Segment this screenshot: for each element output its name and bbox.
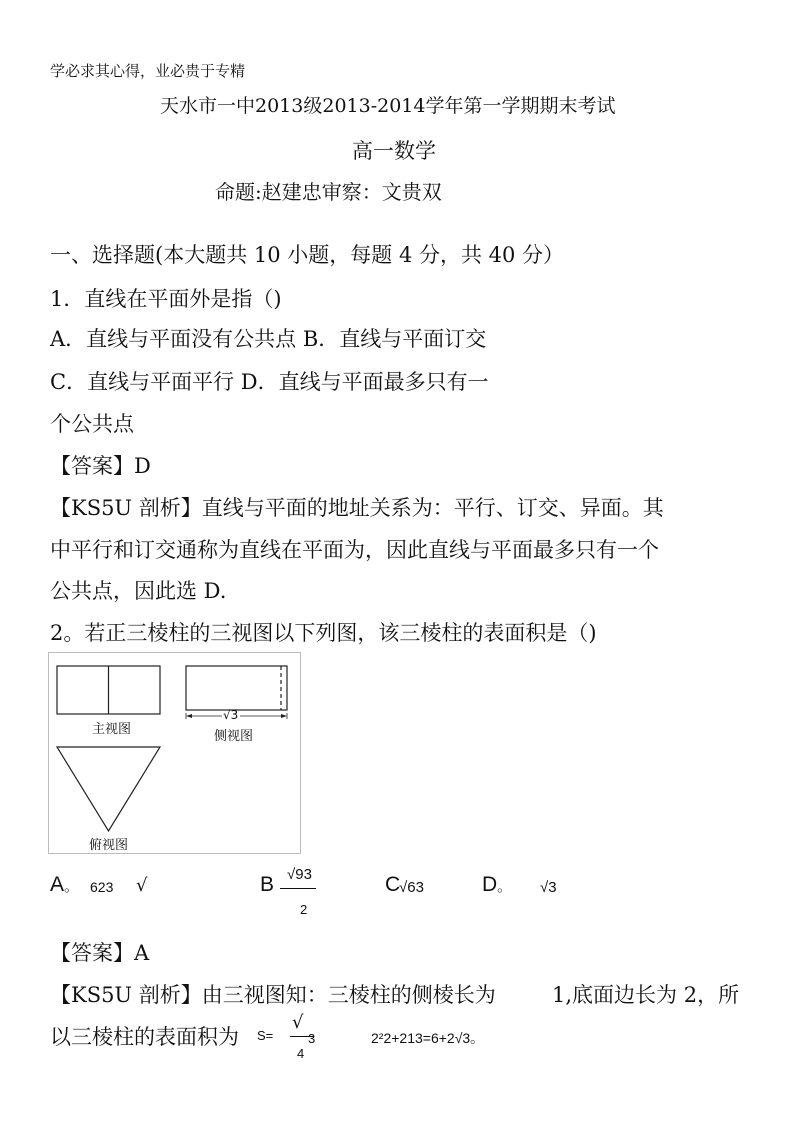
formula-tail: 2²2+213=6+2√3。 xyxy=(371,1030,485,1046)
q1-analysis-2: 中平行和订交通称为直线在平面为，因此直线与平面最多只有一个 xyxy=(50,538,659,562)
side-view-label: 侧视图 xyxy=(214,729,254,744)
option-b-fraction-bar xyxy=(280,888,316,889)
dimension-label: √3 xyxy=(223,708,239,722)
q1-options-cd-cont: 个公共点 xyxy=(50,412,134,436)
q1-answer: 【答案】D xyxy=(50,454,151,478)
motto: 学必求其心得，业必贵于专精 xyxy=(50,62,246,80)
formula-s: S= xyxy=(257,1028,274,1043)
authors-line: 命题:赵建忠审察：文贵双 xyxy=(215,180,442,204)
q2-option-d xyxy=(482,873,512,897)
section-heading: 一、选择题(本大题共 10 小题，每题 4 分，共 40 分） xyxy=(50,243,565,267)
three-view-drawing xyxy=(49,653,300,853)
dim-arrow-left xyxy=(186,714,192,718)
q2-option-b-letter: B xyxy=(260,873,275,896)
option-d-letter: D xyxy=(482,873,498,896)
option-d-sep: 。 xyxy=(497,878,513,895)
front-view-label: 主视图 xyxy=(92,722,132,737)
subject-title: 高一数学 xyxy=(352,139,436,163)
option-b-denominator: 2 xyxy=(300,902,308,917)
q2-analysis-1b: 1,底面边长为 2，所 xyxy=(552,983,740,1007)
exam-title: 天水市一中2013级2013-2014学年第一学期期末考试 xyxy=(160,95,616,117)
q2-analysis-2: 以三棱柱的表面积为 xyxy=(50,1025,239,1049)
option-d-value: √3 xyxy=(540,879,557,896)
q1-options-cd: C．直线与平面平行 D．直线与平面最多只有一 xyxy=(50,370,489,394)
q2-stem: 2。若正三棱柱的三视图以下列图，该三棱柱的表面积是（) xyxy=(50,621,597,645)
option-a-sep: 。 xyxy=(64,878,80,895)
dim-arrow-right xyxy=(281,714,287,718)
formula-numerator-digit: 3 xyxy=(308,1031,316,1046)
option-a-value: 623 xyxy=(90,879,114,895)
q2-option-c-letter: C xyxy=(385,873,401,896)
formula-numerator-root: √ xyxy=(292,1012,304,1033)
option-b-numerator: √93 xyxy=(287,866,312,883)
option-c-value: √63 xyxy=(399,879,424,896)
option-a-root: √ xyxy=(136,875,148,896)
top-view-label: 俯视图 xyxy=(89,838,129,853)
side-view-rect xyxy=(186,666,287,710)
q2-option-a xyxy=(50,873,79,897)
formula-denominator: 4 xyxy=(297,1046,305,1061)
q1-analysis-3: 公共点，因此选 D. xyxy=(50,579,227,603)
formula-fraction-bar xyxy=(290,1036,314,1037)
q2-answer: 【答案】A xyxy=(50,941,150,965)
q2-analysis-1: 【KS5U 剖析】由三视图知：三棱柱的侧棱长为 xyxy=(50,983,496,1007)
three-view-figure xyxy=(48,652,301,854)
option-a-letter: A xyxy=(50,873,65,896)
top-view-triangle xyxy=(57,747,160,831)
q1-stem: 1．直线在平面外是指（) xyxy=(50,287,282,311)
q1-analysis-1: 【KS5U 剖析】直线与平面的地址关系为：平行、订交、异面。其 xyxy=(50,496,664,520)
q1-options-ab: A．直线与平面没有公共点 B．直线与平面订交 xyxy=(50,327,487,351)
